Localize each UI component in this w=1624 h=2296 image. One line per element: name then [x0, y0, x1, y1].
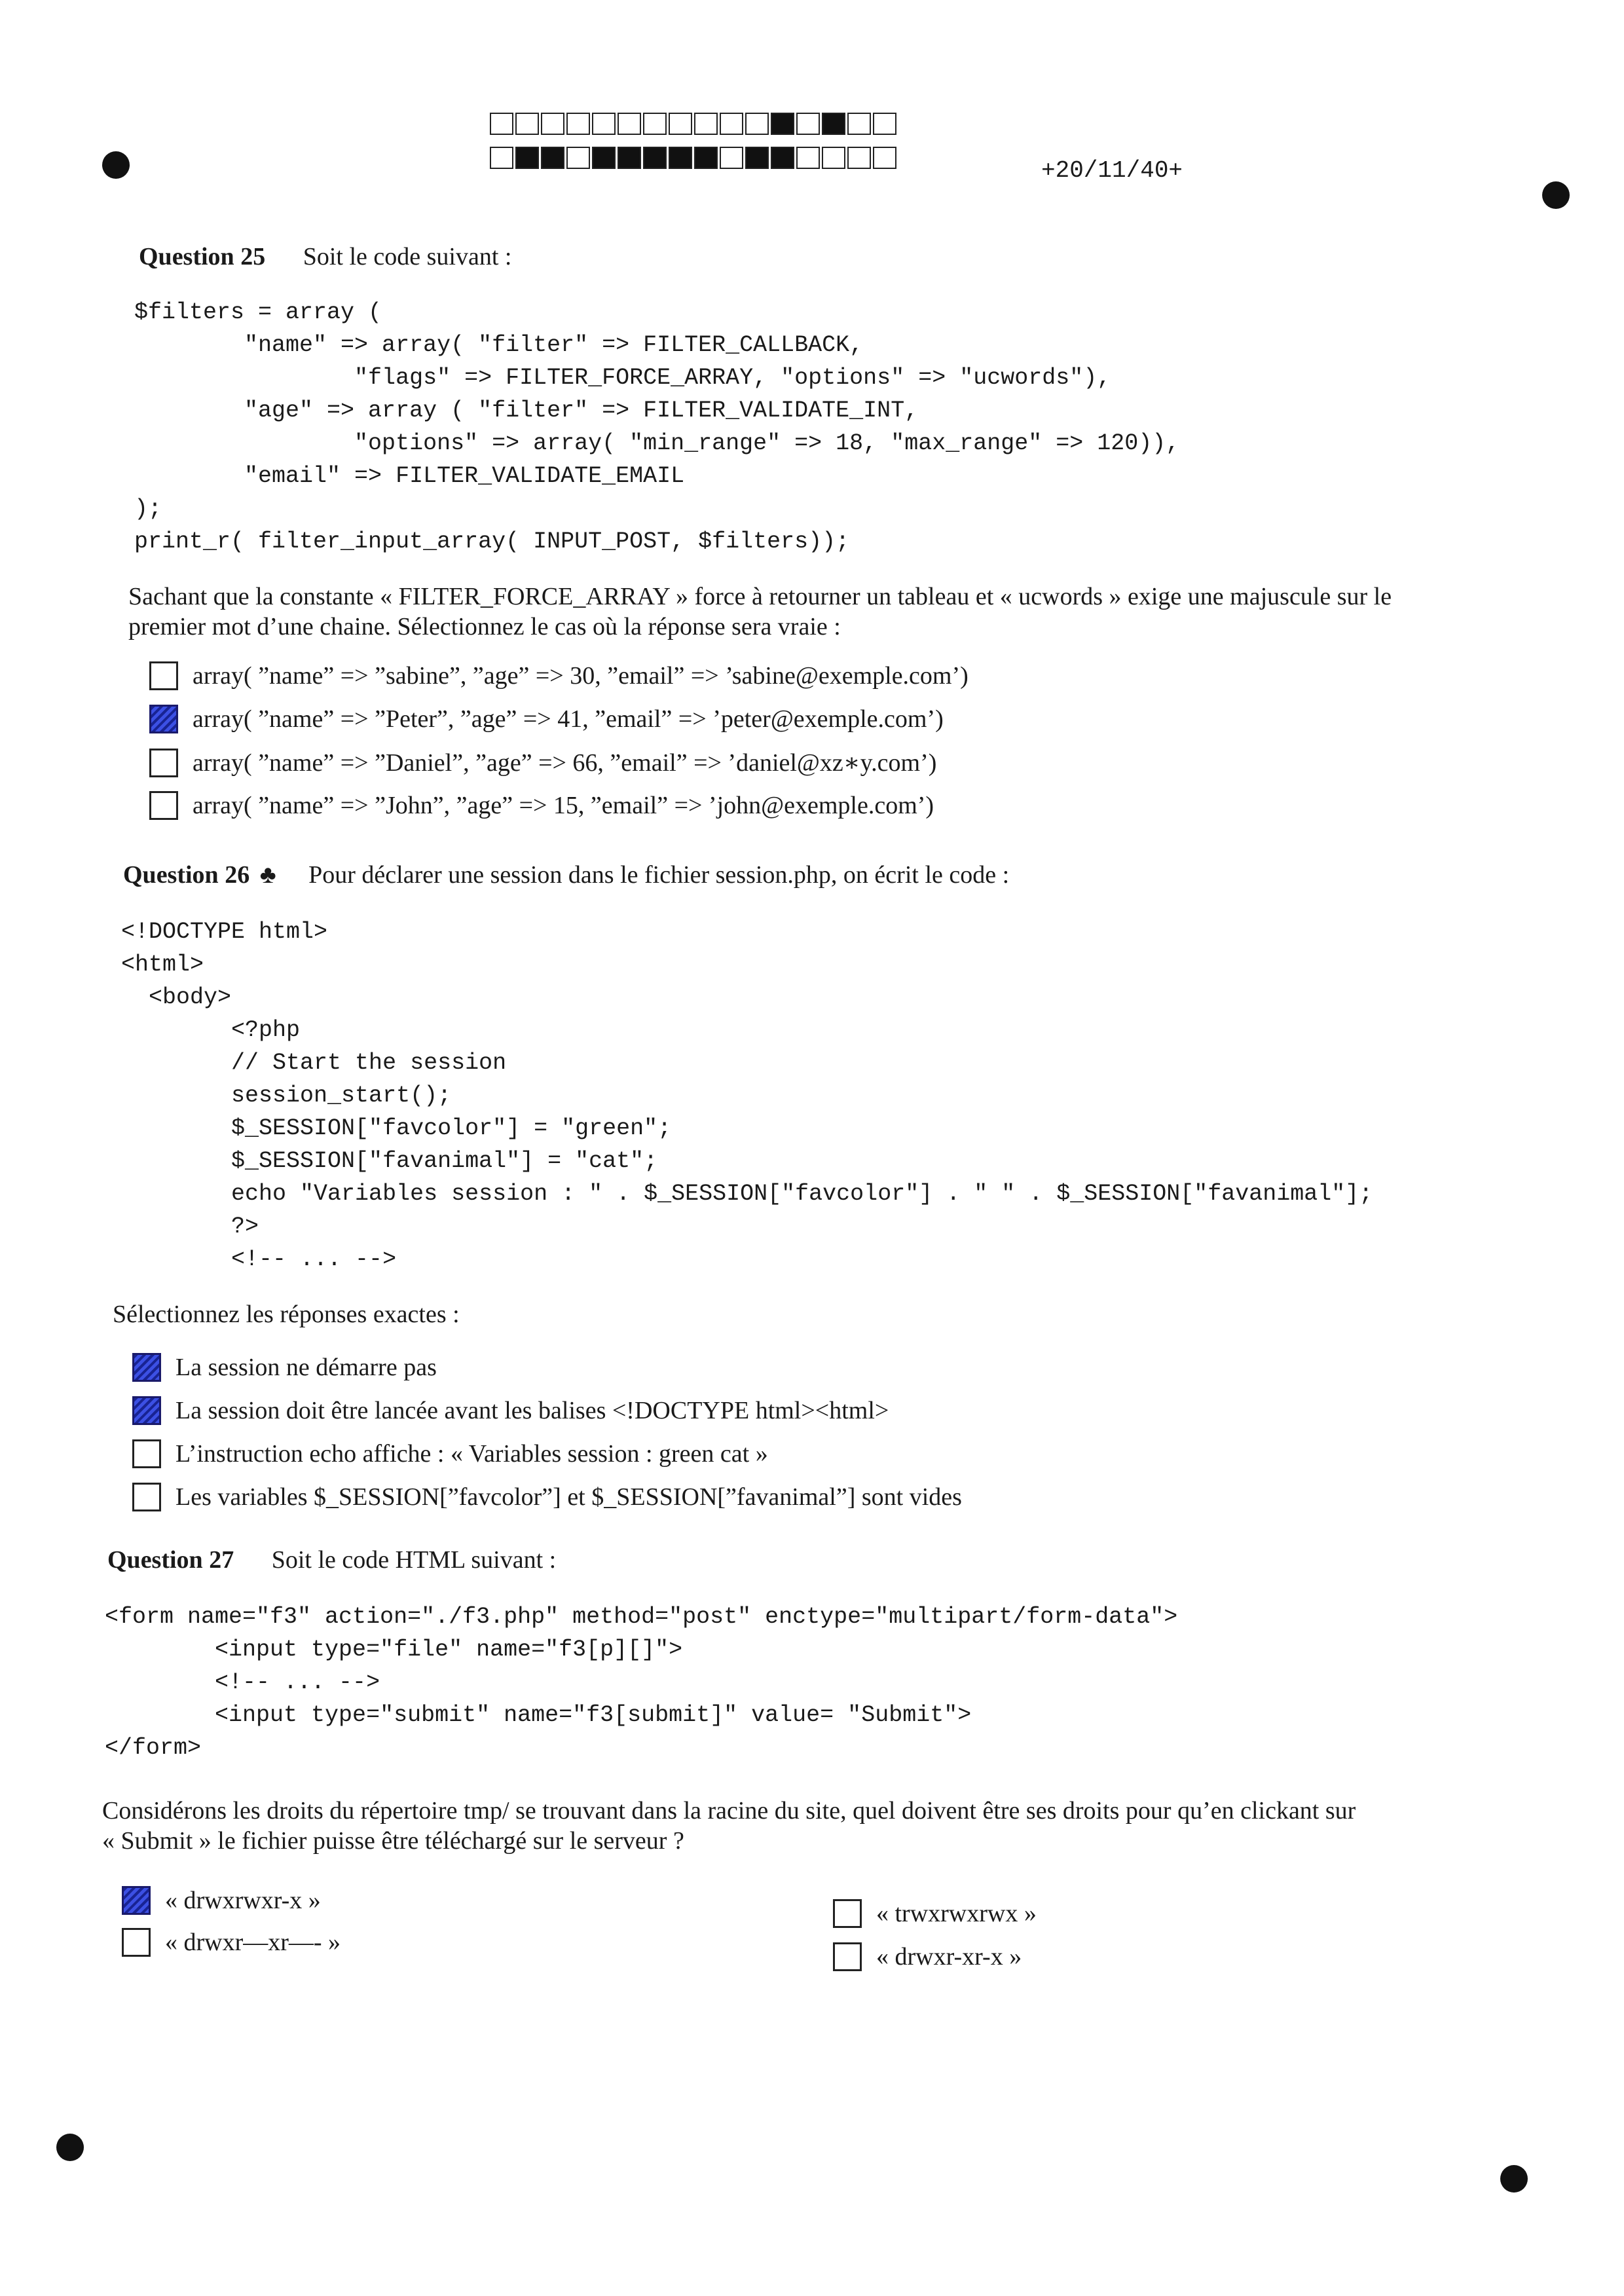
barcode-cell [643, 147, 667, 169]
question-25-label: Question 25 [139, 243, 266, 270]
barcode-cell [618, 113, 641, 135]
option-label: « trwxrwxrwx » [876, 1900, 1037, 1927]
code-line: ); [134, 496, 162, 522]
barcode-cell [694, 147, 718, 169]
option-label: « drwxrwxr-x » [165, 1887, 321, 1914]
question-27-text-line-2: « Submit » le fichier puisse être téléchargé sur le serveur ? [102, 1827, 684, 1855]
q26-option-2[interactable] [132, 1396, 889, 1425]
barcode-cell [771, 113, 794, 135]
option-label: « drwxr-xr-x » [876, 1943, 1022, 1971]
barcode-cell [566, 113, 590, 135]
q25-option-1[interactable] [149, 661, 969, 690]
checkbox[interactable] [149, 705, 178, 733]
code-line: "email" => FILTER_VALIDATE_EMAIL [134, 463, 685, 489]
barcode-cell [873, 113, 896, 135]
option-label: Les variables $_SESSION[”favcolor”] et $_SESSION[”favanimal”] sont vides [175, 1483, 962, 1511]
barcode-cell [490, 147, 513, 169]
question-25-code [134, 296, 1179, 558]
checkbox[interactable] [132, 1353, 161, 1382]
code-line: "age" => array ( "filter" => FILTER_VALIDATE_INT, [134, 398, 919, 424]
question-25-text-line-2: premier mot d’une chaine. Sélectionnez le cas où la réponse sera vraie : [128, 613, 841, 640]
q25-option-3[interactable] [149, 748, 936, 777]
code-line: // Start the session [121, 1050, 507, 1076]
code-line: <html> [121, 952, 204, 978]
checkbox[interactable] [132, 1396, 161, 1425]
barcode-cell [541, 113, 564, 135]
code-line: <input type="submit" name="f3[submit]" value= "Submit"> [105, 1702, 972, 1728]
barcode-cell [592, 113, 616, 135]
q27-option-1[interactable] [122, 1886, 321, 1915]
option-label: array( ”name” => ”Daniel”, ”age” => 66, ”email” => ’daniel@xz∗y.com’) [193, 749, 937, 777]
question-26-prompt: Pour déclarer une session dans le fichier session.php, on écrit le code : [308, 861, 1010, 889]
option-label: array( ”name” => ”sabine”, ”age” => 30, ”email” => ’sabine@exemple.com’) [193, 662, 969, 690]
q27-option-2[interactable] [122, 1928, 341, 1957]
code-line: <input type="file" name="f3[p][]"> [105, 1637, 683, 1663]
registration-dot-bottom-left [56, 2134, 84, 2161]
q26-option-4[interactable] [132, 1483, 962, 1511]
barcode-cell [618, 147, 641, 169]
option-label: La session ne démarre pas [175, 1354, 437, 1381]
question-26-text: Sélectionnez les réponses exactes : [113, 1301, 460, 1328]
barcode-cell [515, 113, 539, 135]
question-26-label: Question 26 [123, 861, 250, 889]
code-line: <form name="f3" action="./f3.php" method="post" enctype="multipart/form-data"> [105, 1604, 1178, 1630]
barcode-cell [669, 147, 692, 169]
question-27-title [107, 1546, 556, 1574]
barcode-cell [745, 147, 769, 169]
barcode-cell [643, 113, 667, 135]
checkbox[interactable] [833, 1942, 862, 1971]
barcode-row-2 [490, 147, 898, 169]
option-label: array( ”name” => ”Peter”, ”age” => 41, ”email” => ’peter@exemple.com’) [193, 705, 944, 733]
option-label: La session doit être lancée avant les balises <!DOCTYPE html><html> [175, 1397, 889, 1424]
checkbox[interactable] [149, 749, 178, 777]
barcode-cell [592, 147, 616, 169]
question-25-prompt: Soit le code suivant : [303, 243, 512, 270]
barcode-cell [847, 147, 871, 169]
code-line: $filters = array ( [134, 299, 382, 325]
barcode-cell [490, 113, 513, 135]
checkbox[interactable] [149, 661, 178, 690]
checkbox[interactable] [132, 1439, 161, 1468]
code-line: "options" => array( "min_range" => 18, "max_range" => 120)), [134, 430, 1180, 456]
question-27-label: Question 27 [107, 1546, 234, 1574]
registration-dot-top-left [102, 151, 130, 179]
barcode-cell [669, 113, 692, 135]
question-27-prompt: Soit le code HTML suivant : [271, 1546, 557, 1574]
checkbox[interactable] [833, 1899, 862, 1928]
question-25-title [139, 242, 511, 271]
checkbox[interactable] [122, 1928, 151, 1957]
barcode-cell [566, 147, 590, 169]
code-line: $_SESSION["favanimal"] = "cat"; [121, 1148, 658, 1174]
barcode-cell [847, 113, 871, 135]
barcode-cell [796, 147, 820, 169]
code-line: ?> [121, 1213, 259, 1240]
barcode-cell [822, 113, 845, 135]
q25-option-2[interactable] [149, 705, 944, 733]
question-26-code [121, 916, 1373, 1276]
registration-dot-bottom-right [1500, 2165, 1528, 2193]
code-line: <!DOCTYPE html> [121, 919, 328, 945]
barcode-cell [720, 113, 743, 135]
checkbox[interactable] [122, 1886, 151, 1915]
question-25-text-line-1: Sachant que la constante « FILTER_FORCE_ARRAY » force à retourner un tableau et « ucwords » exige une majuscule sur le [128, 583, 1392, 610]
barcode-cell [771, 147, 794, 169]
question-27-code [105, 1601, 1177, 1764]
option-label: array( ”name” => ”John”, ”age” => 15, ”email” => ’john@exemple.com’) [193, 792, 934, 819]
code-line: "flags" => FILTER_FORCE_ARRAY, "options" => "ucwords"), [134, 365, 1111, 391]
question-27-text [102, 1796, 1356, 1856]
checkbox[interactable] [149, 791, 178, 820]
q26-option-1[interactable] [132, 1353, 437, 1382]
registration-dot-top-right [1542, 181, 1570, 209]
code-line: <!-- ... --> [105, 1669, 380, 1695]
code-line: echo "Variables session : " . $_SESSION["favcolor"] . " " . $_SESSION["favanimal"]; [121, 1181, 1373, 1207]
code-line: $_SESSION["favcolor"] = "green"; [121, 1115, 672, 1141]
q25-option-4[interactable] [149, 791, 934, 820]
option-label: L’instruction echo affiche : « Variables session : green cat » [175, 1440, 768, 1468]
q26-option-3[interactable] [132, 1439, 768, 1468]
option-label: « drwxr—xr—- » [165, 1929, 341, 1956]
code-line: "name" => array( "filter" => FILTER_CALLBACK, [134, 332, 864, 358]
code-line: session_start(); [121, 1083, 452, 1109]
code-line: <?php [121, 1017, 301, 1043]
code-line: print_r( filter_input_array( INPUT_POST, $filters)); [134, 528, 850, 555]
barcode-cell [822, 147, 845, 169]
question-27-text-line-1: Considérons les droits du répertoire tmp/ se trouvant dans la racine du site, quel doivent être ses droits pour qu’en clickant sur [102, 1797, 1356, 1824]
code-line: </form> [105, 1735, 202, 1761]
code-line: <body> [121, 984, 232, 1010]
club-icon: ♣ [259, 861, 276, 889]
barcode-cell [796, 113, 820, 135]
q27-option-3[interactable] [833, 1899, 1037, 1928]
barcode-cell [873, 147, 896, 169]
barcode-row-1 [490, 113, 898, 135]
barcode-cell [720, 147, 743, 169]
barcode-cell [515, 147, 539, 169]
question-25-text [128, 582, 1392, 642]
q27-option-4[interactable] [833, 1942, 1022, 1971]
barcode-cell [745, 113, 769, 135]
code-line: <!-- ... --> [121, 1246, 397, 1272]
page-code: +20/11/40+ [1041, 157, 1183, 184]
barcode-cell [541, 147, 564, 169]
barcode-cell [694, 113, 718, 135]
question-26-title [123, 861, 1009, 889]
checkbox[interactable] [132, 1483, 161, 1511]
